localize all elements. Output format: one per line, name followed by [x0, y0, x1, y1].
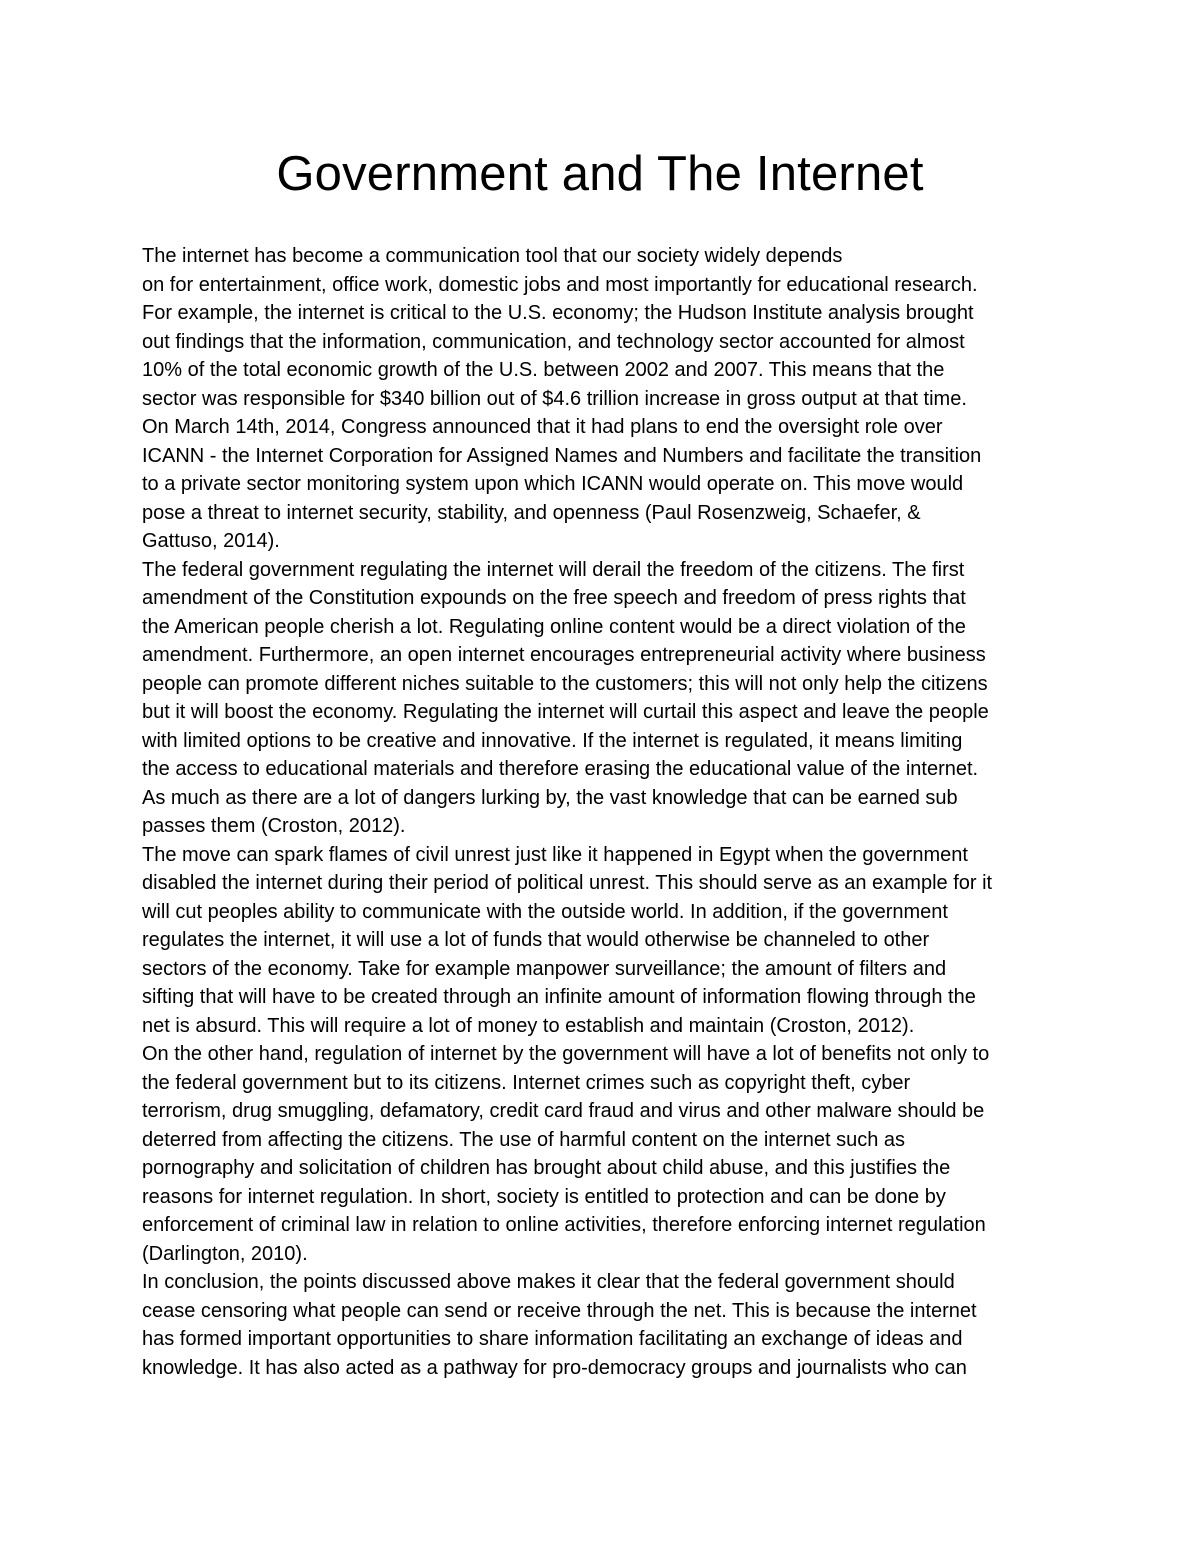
body-text-line: pose a threat to internet security, stability, and openness (Paul Rosenzweig, Schaefer, &	[142, 501, 921, 524]
body-text-line: out findings that the information, communication, and technology sector accounted for almost	[142, 330, 965, 353]
body-text-line: passes them (Croston, 2012).	[142, 815, 406, 837]
body-text-line: 10% of the total economic growth of the U.S. between 2002 and 2007. This means that the	[142, 359, 945, 381]
body-text-line: reasons for internet regulation. In short, society is entitled to protection and can be done by	[142, 1185, 946, 1208]
body-text-line: terrorism, drug smuggling, defamatory, credit card fraud and virus and other malware should be	[142, 1100, 985, 1122]
body-text-line: disabled the internet during their period of political unrest. This should serve as an example for it	[142, 872, 993, 894]
body-text-line: will cut peoples ability to communicate with the outside world. In addition, if the government	[142, 900, 948, 923]
body-text-line: the federal government but to its citizens. Internet crimes such as copyright theft, cyber	[142, 1071, 911, 1094]
body-text-line: The move can spark flames of civil unrest just like it happened in Egypt when the government	[142, 843, 968, 866]
body-text-line: knowledge. It has also acted as a pathway for pro-democracy groups and journalists who can	[142, 1356, 967, 1379]
body-text-line: On the other hand, regulation of internet by the government will have a lot of benefits not only to	[142, 1043, 990, 1065]
document-body	[142, 242, 1102, 1382]
body-text-line: has formed important opportunities to share information facilitating an exchange of ideas and	[142, 1328, 963, 1350]
body-text-line: In conclusion, the points discussed above makes it clear that the federal government should	[142, 1271, 955, 1293]
body-text-line: sifting that will have to be created through an infinite amount of information flowing through the	[142, 986, 976, 1008]
body-text-line: ICANN - the Internet Corporation for Assigned Names and Numbers and facilitate the transition	[142, 444, 982, 467]
body-text-line: (Darlington, 2010).	[142, 1242, 308, 1265]
body-text-line: pornography and solicitation of children has brought about child abuse, and this justifies the	[142, 1157, 951, 1179]
body-text-line: cease censoring what people can send or receive through the net. This is because the internet	[142, 1299, 977, 1322]
body-text-line: sector was responsible for $340 billion out of $4.6 trillion increase in gross output at that time.	[142, 387, 967, 410]
body-text-line: For example, the internet is critical to the U.S. economy; the Hudson Institute analysis brought	[142, 302, 974, 324]
body-text-line: deterred from affecting the citizens. The use of harmful content on the internet such as	[142, 1128, 906, 1151]
body-text-line: the access to educational materials and therefore erasing the educational value of the internet.	[142, 758, 979, 780]
body-text-line: As much as there are a lot of dangers lurking by, the vast knowledge that can be earned sub	[142, 786, 958, 809]
document-title: Government and The Internet	[276, 147, 924, 201]
body-text-line: on for entertainment, office work, domestic jobs and most importantly for educational research.	[142, 273, 978, 296]
body-text-line: The federal government regulating the internet will derail the freedom of the citizens. The first	[142, 558, 965, 581]
body-text-line: but it will boost the economy. Regulating the internet will curtail this aspect and leave the people	[142, 701, 989, 723]
body-text-line: to a private sector monitoring system upon which ICANN would operate on. This move would	[142, 473, 964, 495]
body-text-line: Gattuso, 2014).	[142, 530, 280, 552]
body-text-line: amendment. Furthermore, an open internet encourages entrepreneurial activity where business	[142, 644, 986, 666]
body-text-line: net is absurd. This will require a lot of money to establish and maintain (Croston, 2012).	[142, 1014, 915, 1037]
body-text-line: The internet has become a communication tool that our society widely depends	[142, 245, 843, 267]
body-text-line: people can promote different niches suitable to the customers; this will not only help the citizens	[142, 672, 988, 695]
body-text-line: sectors of the economy. Take for example manpower surveillance; the amount of filters and	[142, 957, 947, 980]
body-text-line: amendment of the Constitution expounds on the free speech and freedom of press rights that	[142, 587, 966, 609]
body-text-line: enforcement of criminal law in relation to online activities, therefore enforcing internet regulation	[142, 1214, 986, 1236]
body-text-line: On March 14th, 2014, Congress announced that it had plans to end the oversight role over	[142, 416, 943, 438]
body-text-line: with limited options to be creative and innovative. If the internet is regulated, it means limiting	[142, 729, 963, 752]
body-text-line: the American people cherish a lot. Regulating online content would be a direct violation of the	[142, 615, 966, 638]
body-text-line: regulates the internet, it will use a lot of funds that would otherwise be channeled to other	[142, 929, 930, 951]
